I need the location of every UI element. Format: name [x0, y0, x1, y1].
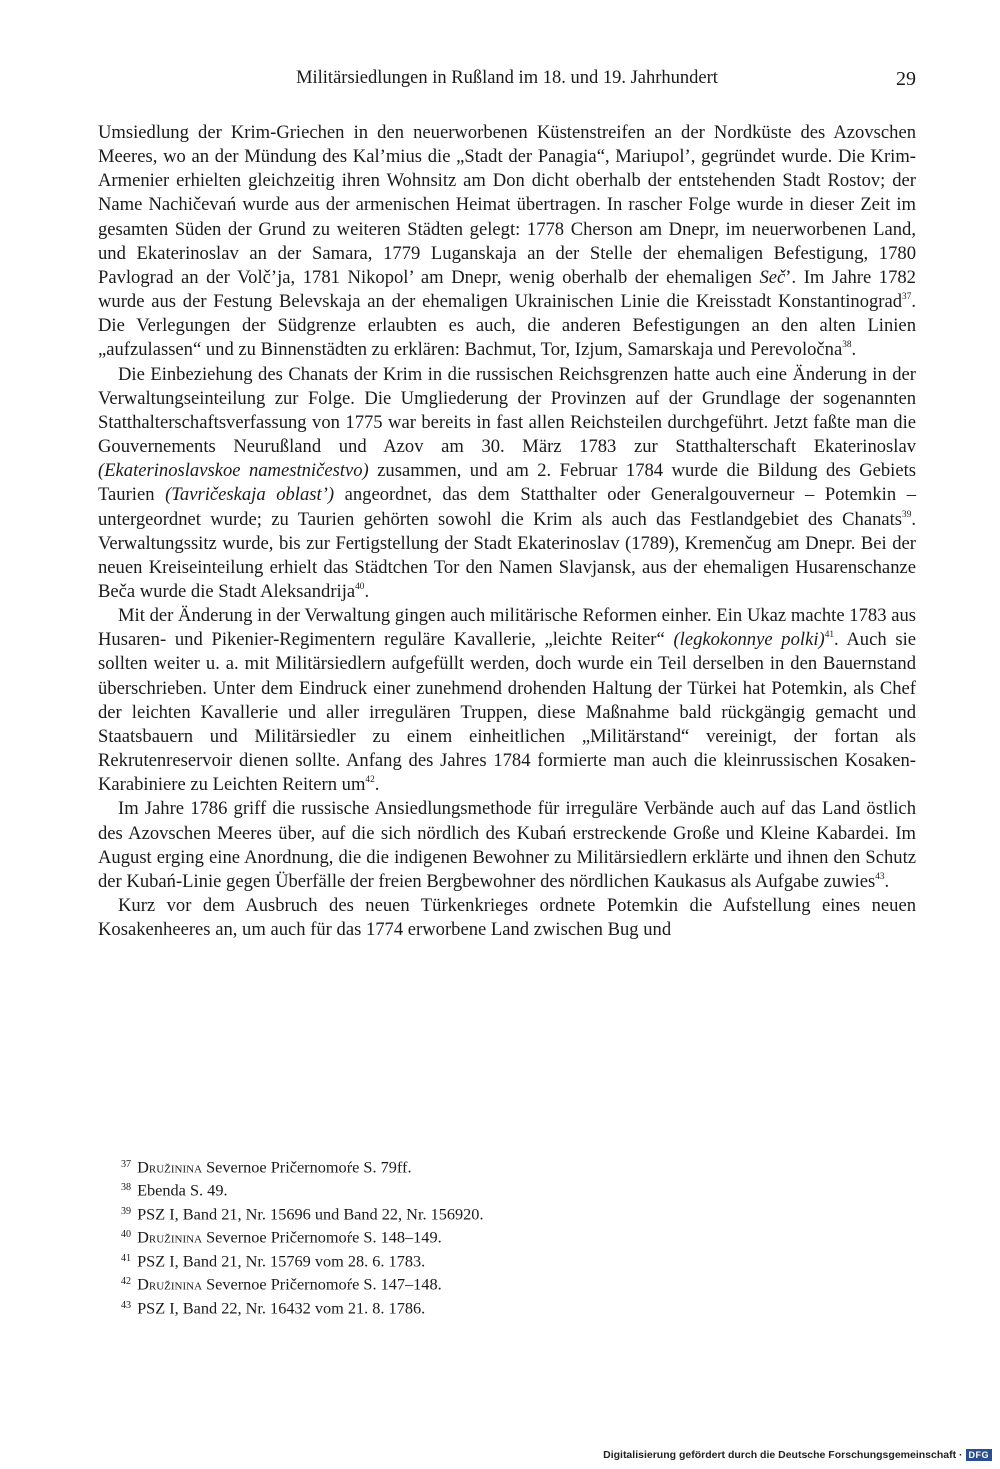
paragraph	[98, 894, 916, 942]
text-run: Im Jahre 1786 griff die russische Ansiedlungsmethode für irreguläre Verbände auch auf das Land östlich des Azovschen Meeres über, auf die sich nördlich des Kubań erstreckende Große und Kleine Kabardei. Im August erging eine Anordnung, die die indigenen Bewohner zu Militärsiedlern erklärte und ihnen den Schutz der Kubań-Linie gegen Überfälle der freien Bergbewohner des nördlichen Kaukasus als Aufgabe zuwies	[98, 798, 916, 892]
footnote	[121, 1296, 901, 1319]
footnote	[121, 1272, 901, 1295]
paragraph	[98, 121, 916, 363]
italic-term: (legkokonnye polki)	[673, 629, 825, 651]
italic-term: (Ekaterinoslavskoe namestničestvo)	[98, 460, 369, 482]
footnote	[121, 1155, 901, 1178]
footnote-text: Ebenda S. 49.	[137, 1181, 228, 1200]
footnote-ref: 43	[875, 871, 885, 882]
footnote-number: 40	[121, 1229, 132, 1241]
footnotes	[121, 1155, 901, 1319]
body-text	[98, 121, 916, 942]
text-run: Kurz vor dem Ausbruch des neuen Türkenkrieges ordnete Potemkin die Aufstellung eines neuen Kosakenheeres an, um auch für das 1774 erworbene Land zwischen Bug und	[98, 895, 916, 941]
text-run: . Die Verlegungen der Südgrenze erlaubten es auch, die anderen Befestigungen an den alten Linien „aufzulassen“ und zu Binnenstädten zu erklären: Bachmut, Tor, Izjum, Samarskaja und Perevoločna	[98, 291, 916, 361]
text-run: .	[851, 339, 857, 361]
footnote-ref: 41	[824, 630, 834, 641]
text-run: angeordnet, das dem Statthalter oder Generalgouverneur – Potemkin – untergeordnet wurde; zu Taurien gehörten sowohl die Krim als auch das Festlandgebiet des Chanats	[98, 484, 916, 530]
footnote	[121, 1202, 901, 1225]
footnote-number: 43	[121, 1299, 132, 1311]
footnote-text: Severnoe Pričernomoŕe S. 147–148.	[202, 1274, 442, 1294]
footnote-number: 42	[121, 1276, 132, 1288]
digitization-credit-text: Digitalisierung gefördert durch die Deutsche Forschungsgemeinschaft ·	[603, 1449, 963, 1461]
paragraph	[98, 363, 916, 605]
footnote	[121, 1225, 901, 1248]
footnote-author: Družinina	[137, 1227, 203, 1247]
footnote-number: 37	[121, 1159, 132, 1170]
footnote	[121, 1178, 901, 1201]
footnote-ref: 40	[355, 582, 365, 593]
footnote-ref: 42	[365, 775, 375, 786]
text-run: .	[364, 580, 370, 602]
footnote-number: 38	[121, 1182, 132, 1194]
text-run: . Verwaltungssitz wurde, bis zur Fertigstellung der Stadt Ekaterinoslav (1789), Kremenčug am Dnepr. Bei der neuen Kreiseinteilung erhielt das Städtchen Tor den Namen Slavjansk, aus der ehemaligen Husarenschanze Beča wurde die Stadt Aleksandrija	[98, 508, 916, 602]
digitization-credit	[603, 1449, 992, 1461]
italic-term: (Tavričeskaja oblast’)	[165, 484, 335, 506]
dfg-logo: DFG	[966, 1449, 993, 1461]
text-run: . Auch sie sollten weiter u. a. mit Militärsiedlern aufgefüllt werden, doch wurde ein Teil derselben in den Bauernstand überschrieben. Unter dem Eindruck einer zunehmend drohenden Haltung der Türkei hat Potemkin, als Chef der leichten Kavallerie und aller irregulären Truppen, diese Maßnahme bald rückgängig gemacht und Staatsbauern und Militärsiedler zu einem einheitlichen „Militärstand“ vereinigt, der fortan als Rekrutenreservoir dienen sollte. Anfang des Jahres 1784 formierte man auch die kleinrussischen Kosaken-Karabiniere zu Leichten Reitern um	[98, 629, 917, 796]
footnote	[121, 1249, 901, 1272]
footnote-ref: 37	[902, 292, 912, 303]
footnote-text: PSZ I, Band 22, Nr. 16432 vom 21. 8. 1786.	[137, 1298, 426, 1318]
text-run: .	[884, 870, 890, 892]
footnote-author: Družinina	[137, 1274, 203, 1294]
italic-term: Seč	[759, 266, 786, 288]
page-header	[98, 68, 916, 98]
text-run: zusammen, und am 2. Februar 1784 wurde die Bildung des Gebiets Taurien	[98, 460, 916, 506]
footnote-number: 41	[121, 1252, 132, 1264]
footnote-text: PSZ I, Band 21, Nr. 15769 vom 28. 6. 1783.	[137, 1251, 426, 1271]
footnote-text: PSZ I, Band 21, Nr. 15696 und Band 22, Nr. 156920.	[137, 1204, 484, 1224]
running-head: Militärsiedlungen in Rußland im 18. und 19. Jahrhundert	[296, 68, 718, 88]
footnote-ref: 38	[842, 340, 852, 351]
paragraph	[98, 604, 916, 797]
text-run: Mit der Änderung in der Verwaltung gingen auch militärische Reformen einher. Ein Ukaz machte 1783 aus Husaren- und Pikenier-Regimentern reguläre Kavallerie, „leichte Reiter“	[98, 605, 916, 651]
footnote-text: Severnoe Pričernomoŕe S. 148–149.	[202, 1227, 442, 1247]
paragraph	[98, 797, 916, 894]
page-number: 29	[896, 68, 916, 90]
text-run: Die Einbeziehung des Chanats der Krim in die russischen Reichsgrenzen hatte auch eine Änderung in der Verwaltungseinteilung zur Folge. Die Umgliederung der Provinzen auf der Grundlage der sogenannten Statthalterschaftsverfassung von 1775 war bereits in fast allen Reichsteilen durchgeführt. Jetzt faßte man die Gouvernements Neurußland und Azov am 30. März 1783 zur Statthalterschaft Ekaterinoslav	[98, 363, 916, 458]
text-run: ’. Im Jahre 1782 wurde aus der Festung Belevskaja an der ehemaligen Ukrainischen Linie die Kreisstadt Konstantinograd	[98, 266, 916, 313]
footnote-number: 39	[121, 1205, 132, 1217]
text-run: .	[374, 774, 380, 796]
footnote-text: Severnoe Pričernomoŕe S. 79ff.	[202, 1157, 412, 1177]
footnote-author: Družinina	[137, 1157, 203, 1177]
footnote-ref: 39	[902, 509, 912, 520]
text-run: Umsiedlung der Krim-Griechen in den neuerworbenen Küstenstreifen an der Nordküste des Azovschen Meeres, wo an der Mündung des Kal’mius die „Stadt der Panagia“, Mariupol’, gegründet wurde. Die Krim-Armenier erhielten gleichzeitig ihren Wohnsitz am Don dicht oberhalb der entstehenden Stadt Rostov; der Name Nachičevań wurde aus der armenischen Heimat übertragen. In rascher Folge wurde in dieser Zeit im gesamten Süden der Grund zu weiteren Städten gelegt: 1778 Cherson am Dnepr, im neuerworbenen Land, und Ekaterinoslav an der Samara, 1779 Luganskaja an der Stelle der ehemaligen Befestigung, 1780 Pavlograd an der Volč’ja, 1781 Nikopol’ am Dnepr, wenig oberhalb der ehemaligen	[98, 122, 916, 288]
